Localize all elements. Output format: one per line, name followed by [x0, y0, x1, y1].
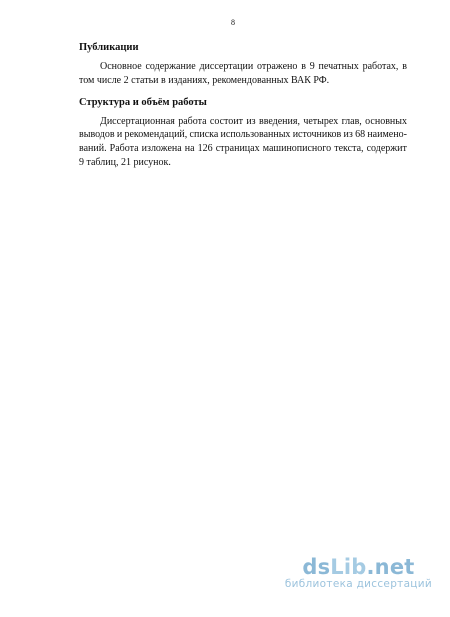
word: основных [365, 115, 407, 127]
watermark-logo-net: .net [366, 555, 415, 579]
paragraph-publications [79, 60, 407, 88]
word: содержание [145, 61, 196, 72]
word: глав, [341, 115, 362, 127]
word: изложена [141, 143, 182, 155]
word: источников [292, 129, 342, 141]
word: введения, [258, 115, 300, 127]
document-body [79, 41, 407, 170]
text-line [79, 115, 407, 129]
word: содержит [366, 143, 407, 155]
text-line [79, 142, 407, 156]
watermark-logo-ds: ds [302, 555, 331, 579]
word: машинописного [262, 143, 332, 155]
word: состоит [209, 115, 243, 127]
word: страницах [215, 143, 260, 155]
word: Основное [100, 61, 142, 72]
word: из [246, 115, 256, 127]
word: диссертации [199, 61, 254, 72]
watermark-logo-lib: Lib [330, 555, 367, 579]
word: Диссертационная [100, 115, 175, 127]
word: работах, [362, 61, 399, 72]
word: в [301, 61, 306, 72]
word: выводов [79, 129, 115, 141]
text-line: том числе 2 статьи в изданиях, рекомендованных ВАК РФ. [79, 74, 330, 86]
word: на [184, 143, 195, 155]
word: текста, [334, 143, 364, 155]
word: из [343, 129, 353, 141]
page-number: 8 [231, 18, 235, 27]
watermark-logo [285, 556, 432, 578]
word: Работа [109, 143, 139, 155]
word: в [402, 61, 407, 72]
word: и [116, 129, 123, 141]
text-line [79, 128, 407, 142]
section-heading-structure: Структура и объём работы [79, 96, 207, 108]
text-line [79, 60, 407, 74]
text-line: 9 таблиц, 21 рисунок. [79, 156, 171, 168]
word: работа [178, 115, 207, 127]
word: использованных [220, 129, 291, 141]
word: рекомендаций, [124, 129, 188, 141]
word: 68 [355, 129, 366, 141]
word: отражено [257, 61, 298, 72]
watermark-subtitle: библиотека диссертаций [284, 578, 432, 590]
word: четырех [303, 115, 339, 127]
word: 126 [197, 143, 213, 155]
section-heading-publications: Публикации [79, 42, 139, 53]
paragraph-structure [79, 115, 407, 170]
word: наимено- [367, 129, 407, 141]
word: 9 [309, 61, 315, 72]
word: ваний. [79, 143, 107, 155]
word: печатных [318, 61, 359, 72]
watermark [285, 556, 432, 591]
word: списка [189, 129, 219, 141]
